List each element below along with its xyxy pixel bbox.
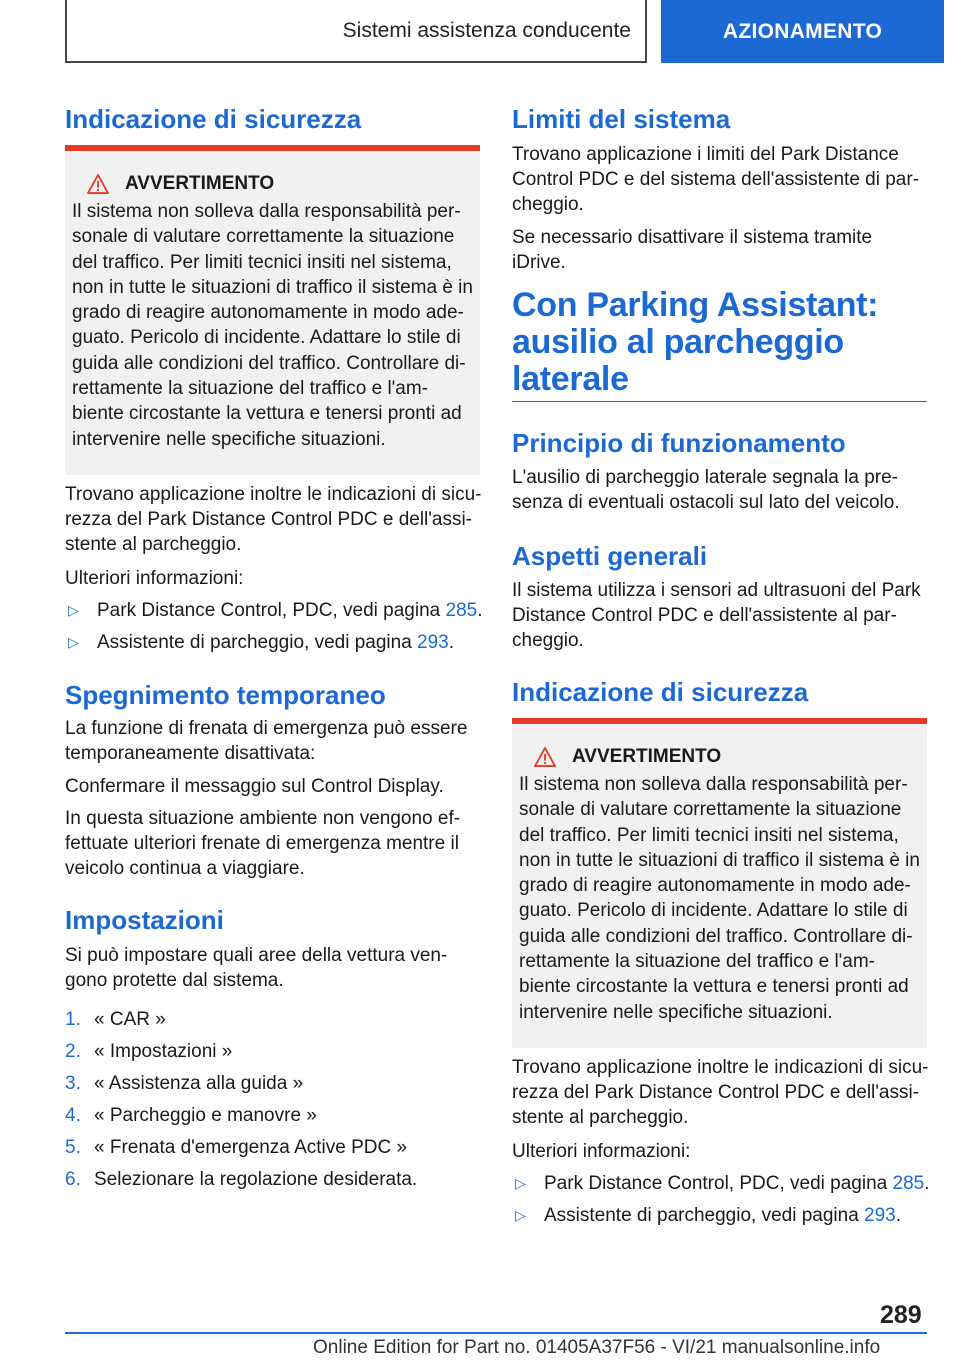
step-number: 4. — [65, 1105, 81, 1126]
warning-line: grado di reagire autonomamente in modo ade- — [519, 875, 911, 897]
paragraph-temp-1 — [65, 716, 483, 766]
text-line: L'ausilio di parcheggio laterale segnala la pre- — [512, 467, 898, 488]
page-number: 289 — [880, 1301, 922, 1329]
page-link-285[interactable]: 285 — [445, 600, 478, 621]
warning-title-row — [519, 746, 921, 768]
bullet-triangle-icon: ▷ — [68, 634, 79, 650]
text-line: veicolo continua a viaggiare. — [65, 858, 305, 879]
bullet-text: Park Distance Control, PDC, vedi pagina 285. — [97, 600, 483, 621]
bullet-text: Park Distance Control, PDC, vedi pagina 285. — [544, 1173, 930, 1194]
step-text: « Assistenza alla guida » — [94, 1073, 304, 1094]
text-line: rezza del Park Distance Control PDC e dell'assi- — [512, 1082, 920, 1103]
section-title: Sistemi assistenza conducente — [342, 18, 631, 42]
warning-line: intervenire nelle specifiche situazioni. — [519, 1001, 833, 1023]
list-item — [65, 598, 485, 623]
warning-line: intervenire nelle specifiche situazioni. — [72, 428, 386, 450]
heading-general-aspects: Aspetti generali — [512, 541, 708, 571]
paragraph-limits-2: Se necessario disattivare il sistema tramite iDrive. — [512, 227, 873, 273]
text-line: Control PDC e del sistema dell'assistente di par- — [512, 169, 920, 190]
paragraph-temp-3 — [65, 806, 483, 881]
warning-line: del traffico. Per limiti tecnici insiti nel sistema, — [519, 824, 899, 846]
step-item — [65, 1167, 417, 1192]
warning-triangle-icon — [87, 174, 109, 194]
more-info-label: Ulteriori informazioni: — [512, 1141, 691, 1162]
warning-title: AVVERTIMENTO — [572, 746, 722, 767]
list-item — [512, 1203, 932, 1228]
warning-line: Il sistema non solleva dalla responsabilità per- — [72, 201, 461, 222]
warning-text — [72, 199, 474, 452]
step-text: Selezionare la regolazione desiderata. — [94, 1169, 418, 1190]
bullet-text: Assistente di parcheggio, vedi pagina 293. — [544, 1205, 902, 1226]
main-heading-parking-assistant — [512, 287, 878, 398]
warning-title: AVVERTIMENTO — [125, 173, 275, 194]
step-number: 1. — [65, 1009, 81, 1030]
heading-safety-note: Indicazione di sicurezza — [512, 677, 809, 707]
text-line: Trovano applicazione i limiti del Park Distance — [512, 144, 899, 165]
footer-edition — [313, 1337, 880, 1359]
text-line: Trovano applicazione inoltre le indicazioni di sicu- — [65, 484, 482, 505]
heading-functional-principle: Principio di funzionamento — [512, 428, 846, 458]
text-line: gono protette dal sistema. — [65, 970, 284, 991]
step-number: 3. — [65, 1073, 81, 1094]
text-line: rezza del Park Distance Control PDC e dell'assi- — [65, 509, 473, 530]
text-line: Trovano applicazione inoltre le indicazioni di sicu- — [512, 1057, 929, 1078]
step-item — [65, 1071, 303, 1096]
text-line: senza di eventuali ostacoli sul lato del veicolo. — [512, 492, 900, 513]
warning-line: guida alle condizioni del traffico. Controllare di- — [519, 925, 913, 947]
paragraph-safety-info — [512, 1055, 930, 1130]
heading-settings: Impostazioni — [65, 905, 224, 935]
warning-line: guato. Pericolo di incidente. Adattare lo stile di — [72, 327, 461, 349]
bullet-triangle-icon: ▷ — [515, 1207, 526, 1223]
text-line: cheggio. — [512, 630, 584, 651]
page-link-293[interactable]: 293 — [417, 632, 449, 653]
text-line: cheggio. — [512, 194, 584, 215]
step-text: « Frenata d'emergenza Active PDC » — [94, 1137, 408, 1158]
paragraph-settings — [65, 943, 483, 993]
text-line: stente al parcheggio. — [65, 534, 242, 555]
step-item — [65, 1039, 232, 1064]
warning-line: grado di reagire autonomamente in modo ade- — [72, 302, 464, 324]
warning-triangle-icon — [534, 747, 556, 767]
text-line: temporaneamente disattivata: — [65, 743, 316, 764]
heading-line: ausilio al parcheggio — [512, 323, 844, 361]
paragraph-principle — [512, 465, 930, 515]
heading-line: laterale — [512, 360, 629, 398]
text-line: fettuate ulteriori frenate di emergenza mentre il — [65, 833, 459, 854]
text-line: stente al parcheggio. — [512, 1107, 689, 1128]
step-number: 5. — [65, 1137, 81, 1158]
warning-line: sonale di valutare correttamente la situazione — [72, 226, 455, 248]
warning-line: non in tutte le situazioni di traffico il sistema è in — [519, 849, 920, 871]
page-link-285[interactable]: 285 — [892, 1173, 925, 1194]
page-link-293[interactable]: 293 — [864, 1205, 896, 1226]
list-item — [512, 1171, 932, 1196]
step-item — [65, 1103, 317, 1128]
paragraph-temp-2: Confermare il messaggio sul Control Display. — [65, 776, 444, 797]
text-line: Distance Control PDC e dell'assistente al par- — [512, 605, 897, 626]
warning-line: guida alle condizioni del traffico. Controllare di- — [72, 352, 466, 374]
step-text: « Impostazioni » — [94, 1041, 233, 1062]
step-text: « Parcheggio e manovre » — [94, 1105, 317, 1126]
edition-text: Online Edition for Part no. 01405A37F56 - VI/21 manualsonline.info — [313, 1337, 881, 1358]
text-line: Si può impostare quali aree della vettura ven- — [65, 945, 448, 966]
warning-line: guato. Pericolo di incidente. Adattare lo stile di — [519, 900, 908, 922]
heading-line: Con Parking Assistant: — [512, 286, 879, 324]
text-line: In questa situazione ambiente non vengono ef- — [65, 808, 461, 829]
warning-line: non in tutte le situazioni di traffico il sistema è in — [72, 276, 473, 298]
warning-box — [65, 145, 480, 475]
heading-safety-note: Indicazione di sicurezza — [65, 104, 362, 134]
text-line: La funzione di frenata di emergenza può essere — [65, 718, 468, 739]
bullet-triangle-icon: ▷ — [515, 1175, 526, 1191]
warning-line: rettamente la situazione del traffico e l'am- — [519, 951, 876, 973]
warning-line: rettamente la situazione del traffico e l'am- — [72, 378, 429, 400]
bullet-text: Assistente di parcheggio, vedi pagina 293. — [97, 632, 455, 653]
step-number: 2. — [65, 1041, 81, 1062]
warning-line: biente circostante la vettura e tenersi pronti ad — [519, 976, 909, 998]
warning-line: Il sistema non solleva dalla responsabilità per- — [519, 774, 908, 795]
running-header-section — [65, 0, 647, 63]
bullet-triangle-icon: ▷ — [68, 602, 79, 618]
step-item — [65, 1007, 166, 1032]
paragraph-limits-1 — [512, 142, 930, 217]
heading-temporary-shutdown: Spegnimento temporaneo — [65, 680, 386, 710]
warning-box — [512, 718, 927, 1048]
heading-system-limits: Limiti del sistema — [512, 104, 731, 134]
footer-rule — [65, 1332, 927, 1334]
heading-rule — [512, 401, 927, 402]
paragraph-safety-info — [65, 482, 483, 557]
warning-title-row — [72, 173, 474, 195]
step-text: « CAR » — [94, 1009, 166, 1030]
step-item — [65, 1135, 407, 1160]
chapter-tab[interactable] — [661, 0, 944, 63]
warning-line: del traffico. Per limiti tecnici insiti nel sistema, — [72, 251, 452, 273]
list-item — [65, 630, 485, 655]
step-number: 6. — [65, 1169, 81, 1190]
warning-text — [519, 772, 921, 1025]
text-line: Il sistema utilizza i sensori ad ultrasuoni del Park — [512, 580, 921, 601]
warning-line: sonale di valutare correttamente la situazione — [519, 799, 902, 821]
chapter-title: AZIONAMENTO — [722, 19, 883, 43]
more-info-label: Ulteriori informazioni: — [65, 568, 244, 589]
paragraph-general — [512, 578, 930, 653]
warning-line: biente circostante la vettura e tenersi pronti ad — [72, 403, 462, 425]
